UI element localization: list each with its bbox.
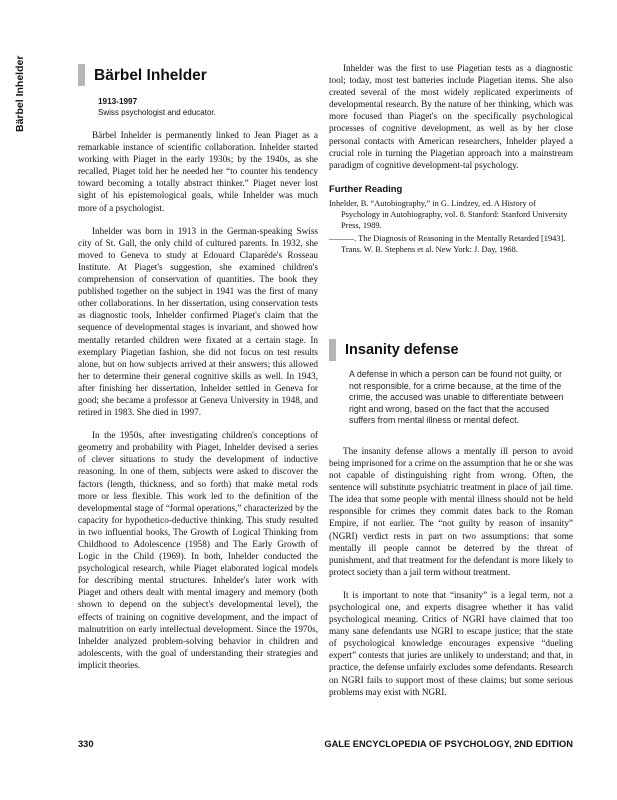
reference: ———. The Diagnosis of Reasoning in the Mentally Retarded [1943]. Trans. W. B. Stephens et al. New York: J. Day, 1968. <box>329 234 566 255</box>
header-bar <box>329 339 336 361</box>
paragraph: Inhelder was the first to use Piagetian tests as a diagnostic tool; today, most test batteries include Piagetian items. She also created several of the most widely replicated experiments of developmental research. By the nature of her thinking, which was more focused than Piaget's on the specifically psychological processes of cognitive development, as well as by her close personal contacts with American researchers, Inhelder played a crucial role in turning the Piagetian approach into a mainstream paradigm of cognitive development-tal psychology. <box>329 63 573 170</box>
header-bar <box>78 64 85 86</box>
article-header <box>78 62 318 90</box>
subject-description: Swiss psychologist and educator. <box>98 108 216 117</box>
definition-box: A defense in which a person can be found not guilty, or not responsible, for a crime because, at the time of the crime, the accused was unable to differentiate between right and wrong, based on the fact that the accused suffers from mental illness or mental defect. <box>349 368 564 426</box>
running-head <box>12 55 28 136</box>
life-dates: 1913-1997 <box>98 97 138 106</box>
page-number: 330 <box>78 739 94 749</box>
article-meta <box>98 96 318 118</box>
right-column <box>329 62 573 709</box>
article-header <box>329 337 573 363</box>
paragraph: Bärbel Inhelder is permanently linked to Jean Piaget as a remarkable instance of scientific collaboration. Inhelder started working with Piaget in the early 1930s; by the 1940s, as she recalled, Piaget told her he needed her “to counter his tendency toward becoming a totally abstract thinker.” Piaget never lost sight of his epistemological goals, while Inhelder was much more of a psychologist. <box>78 130 318 213</box>
publication-title: GALE ENCYCLOPEDIA OF PSYCHOLOGY, 2ND EDITION <box>324 739 573 749</box>
paragraph: It is important to note that “insanity” is a legal term, not a psychological one, and experts disagree whether it has valid psychological meaning. Critics of NGRI have claimed that too many sane defendants use NGRI to escape justice; that the state of psychological knowledge encourages expensive “dueling expert” contests that juries are unlikely to understand; and that, in practice, the defense unfairly excludes some defendants. Research on NGRI fails to support most of these claims; but some serious problems may exist with NGRI. <box>329 589 573 697</box>
article-title: Insanity defense <box>345 341 459 358</box>
reference: Inhelder, B. “Autobiography,” in G. Lindzey, ed. A History of Psychology in Autobiography, vol. 8. Stanford: Stanford University Press, 1989. <box>329 198 568 230</box>
left-column <box>78 62 318 682</box>
paragraph: In the 1950s, after investigating children's conceptions of geometry and probability with Piaget, Inhelder devised a series of clever situations to study the development of inductive reasoning. In one of them, subjects were asked to discover the factors (length, thickness, and so forth) that make metal rods more or less flexible. This work led to the definition of the developmental stage of “formal operations,” characterized by the capacity for hypothetico-deductive thinking. This study resulted in two influential books, The Growth of Logical Thinking from Childhood to Adolescence (1958) and The Early Growth of Logic in the Child (1969). In both, Inhelder conducted the psychological research, while Piaget elaborated logical models for describing mental structures. Inhelder's later work with Piaget and others dealt with mental imagery and memory (both shown to depend on the subject's developmental level), the effects of training on cognitive development, and the impact of malnutrition on early intellectual development. Since the 1970s, Inhelder analyzed problem-solving behavior in children and adolescents, with the goal of understanding their strategies and implicit theories. <box>78 430 318 670</box>
article-title: Bärbel Inhelder <box>94 67 207 84</box>
running-head-text: Bärbel Inhelder <box>14 55 26 132</box>
paragraph: Inhelder was born in 1913 in the German-speaking Swiss city of St. Gall, the only child of cultured parents. In 1932, she moved to Geneva to study at Edouard Claparède's Rosseau Institute. At Piaget's suggestion, she examined children's comprehension of conservation of quantities. The book they published together on the subject in 1941 was the first of many other collaborations. In her dissertation, using conservation tests as diagnostic tools, Inhelder confirmed Piaget's claim that the sequence of developmental stages is invariant, and showed how mentally retarded children were fixated at a certain stage. In exemplary Piagetian fashion, she did not focus on test results alone, but on how subjects arrived at their answers; this allowed her to determine their general cognitive skills as well. In 1943, after finishing her dissertation, Inhelder settled in Geneva for good; she became a professor at Geneva University in 1948, and retired in 1983. She died in 1997. <box>78 225 318 418</box>
further-reading-heading: Further Reading <box>329 183 403 195</box>
paragraph: The insanity defense allows a mentally ill person to avoid being imprisoned for a crime on the assumption that he or she was not capable of distinguishing right from wrong. Often, the sentence will substitute psychiatric treatment in place of jail time. The idea that some people with mental illness should not be held responsible for crimes they commit dates back to the Roman Empire, if not earlier. The “not guilty by reason of insanity” (NGRI) verdict rests in part on two assumptions: that some mentally ill people cannot be deterred by the threat of punishment, and that treatment for the defendant is more likely to protect society than a jail term without treatment. <box>329 445 573 577</box>
